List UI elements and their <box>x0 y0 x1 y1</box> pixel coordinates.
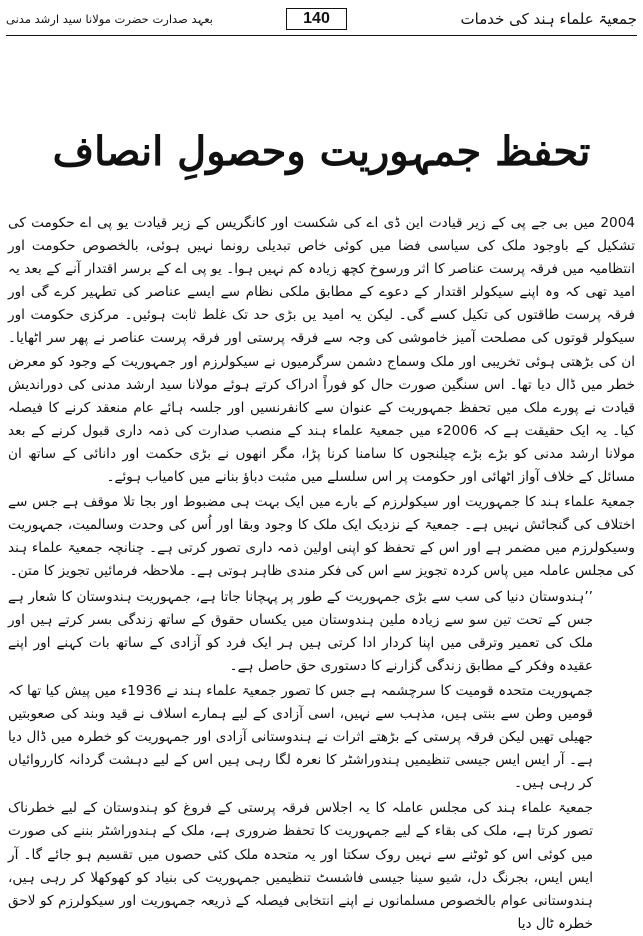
page-number: 140 <box>286 8 347 30</box>
resolution-quote: ’’ہندوستان دنیا کی سب سے بڑی جمہوریت کے طور پر پہچانا جاتا ہے، جمہوریت ہندوستان کا شعار ہے جس کے تحت تین سو سے زیادہ ملین ہندوستان میں یکساں حقوق کے ساتھ زندگی بسر کرتے ہیں اور ملک کی تعمیر وترقی میں اپنا کردار ادا کرتی ہیں ہر ایک فرد کو آزادی کے ساتھ بات کہنے اور اپنے عقیدہ وفکر کے مطابق زندگی گزارنے کا دستوری حق حاصل ہے۔ <box>8 588 593 674</box>
paragraph: 2004 میں بی جے پی کے زیر قیادت این ڈی اے کی شکست اور کانگریس کے زیر قیادت یو پی اے حکومت کی تشکیل کے باوجود ملک کی سیاسی فضا میں کوئی خاص تبدیلی رونما نہیں ہوئی، بالخصوص حکومت اور انتظامیہ میں فرقہ پرست عناصر کا اثر ورسوخ کچھ زیادہ کم نہیں ہوا۔ یو پی اے کے برسر اقتدار آنے کے بعد یہ امید تھی کہ وہ اپنے سیکولر اقتدار کے دعوے کے مطابق ملکی نظام سے ایسے عناصر کی تطہیر کرے گی اور فرقہ پرست طاقتوں کی تکیل کسے گی۔ لیکن یہ امید یں بڑی حد تک غلط ثابت ہوئیں۔ مرکزی حکومت اور سیکولر قوتوں کی مصلحت آمیز خاموشی کی وجہ سے فرقہ پرستی اور فرقہ پرست عناصر نے پھر سر اٹھایا۔ ان کی بڑھتی ہوئی تخریبی اور ملک وسماج دشمن سرگرمیوں نے سیکولرزم اور جمہوریت کے وجود کو معرض خطر میں ڈال دیا تھا۔ اس سنگین صورت حال کو فوراً ادراک کرتے ہوئے مولانا سید ارشد مدنی کی دوراندیش قیادت نے پورے ملک میں تحفظ جمہوریت کے عنوان سے کانفرنسیں اور جلسہ ہائے عام منعقد کرنے کا فیصلہ کیا۔ یہ ایک حقیقت ہے کہ 2006ء میں جمعیۃ علماء ہند کے منصب صدارت کی ذمہ داری قبول کرنے کے بعد مولانا ارشد مدنی کو بڑے بڑے چیلنجوں کا سامنا کرنا پڑا، مگر انھوں نے بڑی حکمت اور دانائی کے ساتھ ان مسائل کے خلاف آواز اٹھائی اور حکومت پر اس سلسلے میں مثبت دباؤ بنانے میں کامیاب ہوئے۔ <box>8 215 635 486</box>
body-text <box>8 212 635 932</box>
paragraph: جمعیۃ علماء ہند کی مجلس عاملہ کا یہ اجلاس فرقہ پرستی کے فروغ کو ہندوستان کے لیے خطرناک تصور کرتا ہے، ملک کی بقاء کے لیے جمہوریت کا تحفظ ضروری ہے، ملک کے ہندوراشٹر بننے کی صورت میں کوئی اس کو ٹوٹنے سے نہیں روک سکتا اور یہ متحدہ ملک کئی حصوں میں تقسیم ہو جائے گا۔ آر ایس ایس، بجرنگ دل، شیو سینا جیسی فاشسٹ تنظیمیں جمہوریت کی بنیاد کو کھوکھلا کر رہی ہیں، ہندوستانی عوام بالخصوص مسلمانوں نے اپنے انتخابی فیصلہ کے ذریعہ جمہوریت اور سیکولرزم کو لاحق خطرہ ٹال دیا <box>8 800 593 932</box>
header-book-title: جمعیۃ علماء ہند کی خدمات <box>460 10 637 28</box>
paragraph: جمعیۃ علماء ہند کا جمہوریت اور سیکولرزم کے بارے میں ایک بہت ہی مضبوط اور بجا تلا موقف ہے جس سے اختلاف کی گنجائش نہیں ہے۔ جمعیۃ کے نزدیک ایک ملک کا وجود وبقا اور اُس کی وحدت وسالمیت، جمہوریت وسیکولرزم میں مضمر ہے اور اس کے تحفظ کو اپنی اولین ذمہ داری تصور کرتی ہے۔ چنانچہ جمعیۃ علماء ہند کی مجلس عاملہ میں پاس کردہ تجویز سے اس کی فکر مندی ظاہر ہوتی ہے۔ ملاحظہ فرمائیں تجویز کا متن۔ <box>8 494 635 580</box>
page-header <box>6 6 637 32</box>
paragraph: جمہوریت متحدہ قومیت کا سرچشمہ ہے جس کا تصور جمعیۃ علماء ہند نے 1936ء میں پیش کیا تھا کہ قومیں وطن سے بنتی ہیں، مذہب سے نہیں، اسی آزادی کے لیے ہمارے اسلاف نے قید وبند کی صعوبتیں جھیلی تھیں لیکن فرقہ پرستی کے بڑھتے اثرات نے ہندوستانی آزادی اور جمہوریت کو خطرہ میں ڈال دیا ہے۔ آر ایس ایس جیسی تنظیمیں ہندوراشٹر کا نعرہ لگا رہی ہیں اس کے لیے دہشت گردانہ کارروائیاں کر رہی ہیں۔ <box>8 682 593 792</box>
header-left-text: بعہد صدارت حضرت مولانا سید ارشد مدنی <box>6 12 213 26</box>
chapter-title: تحفظ جمہوریت وحصولِ انصاف <box>52 128 591 175</box>
header-rule <box>6 35 637 36</box>
